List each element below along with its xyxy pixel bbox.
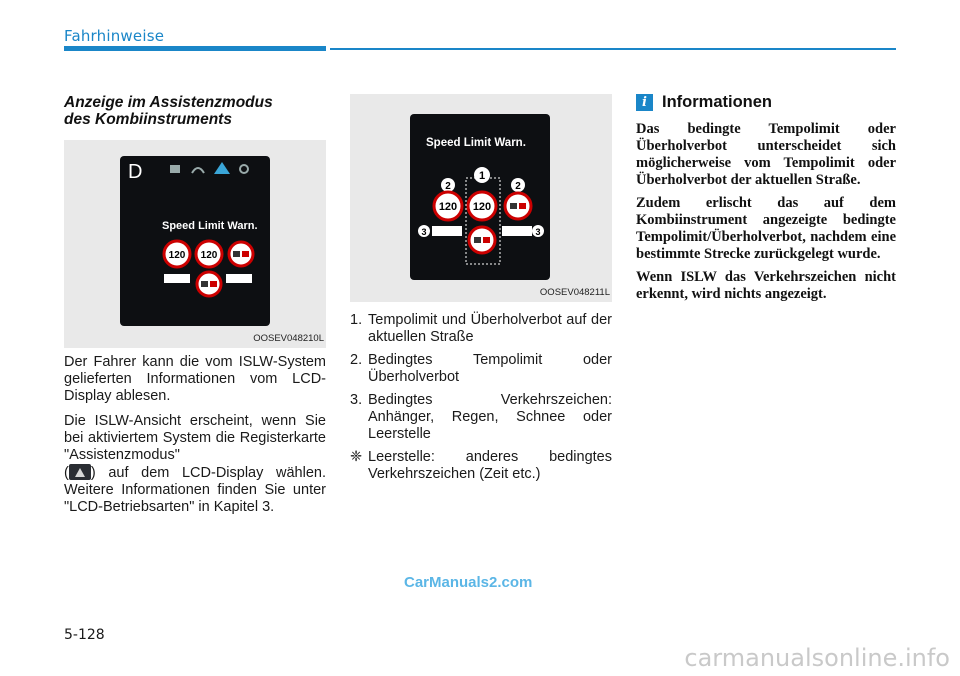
cluster-screen-detail-graphic (410, 114, 550, 280)
figure-caption: OOSEV048211L (539, 287, 610, 298)
snow-rain-supplementary-sign (164, 274, 190, 283)
trailer-supplementary-sign (502, 226, 532, 236)
mode-icon-1 (170, 165, 180, 173)
info-paragraph: Wenn ISLW das Verkehrszeichen nicht erkennt, wird nichts angezeigt. (636, 269, 896, 302)
trailer-supplementary-sign (226, 274, 252, 283)
gear-settings-icon (240, 165, 248, 173)
legend-list (350, 312, 612, 483)
paragraph-view-part-b: ( (64, 465, 69, 481)
marker-2b-label: 2 (515, 181, 521, 192)
list-item-text: Tempolimit und Überholverbot auf der aktuellen Straße (368, 312, 612, 345)
header-rule-thick (64, 46, 326, 51)
figure-caption: OOSEV048210L (253, 333, 324, 344)
current-no-overtaking-sign (469, 227, 495, 253)
heading-line-2: des Kombiinstruments (64, 111, 232, 128)
paragraph-view (64, 413, 326, 516)
list-item (350, 352, 612, 386)
list-item-number: 3. (350, 392, 363, 408)
speed-limit-value-2: 120 (200, 250, 218, 261)
info-icon: i (636, 94, 653, 111)
cluster-screen (120, 156, 270, 326)
assist-mode-tab-icon (69, 464, 91, 480)
marker-1-label: 1 (478, 170, 486, 182)
assist-mode-icon (214, 162, 230, 174)
gear-indicator: D (128, 161, 143, 183)
paragraph-view-part-c: ) auf dem LCD-Display wählen. Weitere Informationen finden Sie unter "LCD-Betriebsarten" in Kapitel 3. (64, 465, 326, 515)
list-item-text: Bedingtes Verkehrszeichen: Anhänger, Regen, Schnee oder Leerstelle (368, 392, 612, 442)
list-item-number: ❈ (350, 449, 363, 465)
speed-limit-value-1: 120 (168, 250, 186, 261)
figure-cluster-display (64, 140, 326, 348)
info-paragraph: Das bedingte Tempolimit oder Überholverbot unterscheidet sich möglicherweise vom Tempolimit oder Überholverbot der aktuellen Straße. (636, 121, 896, 188)
marker-2a-label: 2 (445, 181, 451, 192)
mode-icon-2 (192, 168, 204, 173)
list-item-text: Leerstelle: anderes bedingtes Verkehrszeichen (Zeit etc.) (368, 449, 612, 482)
screen-title: Speed Limit Warn. (162, 220, 258, 232)
footer-watermark: carmanualsonline.info (684, 644, 950, 672)
conditional-limit-value: 120 (438, 201, 458, 213)
figure-sign-layout (350, 94, 612, 302)
column-left (64, 94, 326, 516)
section-heading (64, 94, 326, 128)
list-item-text: Bedingtes Tempolimit oder Überholverbot (368, 352, 612, 385)
paragraph-intro: Der Fahrer kann die vom ISLW-System gelieferten Informationen vom LCD-Display ablesen. (64, 354, 326, 404)
no-overtaking-sign-1 (229, 242, 253, 266)
header-rule-thin (330, 48, 896, 50)
marker-3a-label: 3 (421, 227, 427, 237)
info-title: Informationen (662, 93, 772, 111)
section-title: Fahrhinweise (64, 27, 165, 45)
marker-3b-label: 3 (535, 227, 541, 237)
cluster-screen-detail (410, 114, 550, 280)
list-item-number: 2. (350, 352, 363, 368)
page-number: 5-128 (64, 627, 105, 643)
screen-title: Speed Limit Warn. (426, 137, 526, 149)
current-limit-value: 120 (472, 201, 492, 213)
list-item (350, 312, 612, 346)
info-header (636, 94, 896, 111)
list-item (350, 449, 612, 483)
paragraph-view-part-a: Die ISLW-Ansicht erscheint, wenn Sie bei aktiviertem System die Registerkarte "Assistenzmodus" (64, 413, 326, 463)
column-right (636, 94, 896, 309)
info-paragraph: Zudem erlischt das auf dem Kombiinstrument angezeigte bedingte Tempolimit/Überholverbot, nachdem eine bestimmte Strecke zurückgelegt wurde. (636, 195, 896, 262)
cluster-screen-graphic (120, 156, 270, 326)
weather-supplementary-sign (432, 226, 462, 236)
heading-line-1: Anzeige im Assistenzmodus (64, 94, 273, 111)
no-overtaking-sign-2 (197, 272, 221, 296)
list-item-number: 1. (350, 312, 363, 328)
conditional-no-overtaking-sign (505, 193, 531, 219)
list-item (350, 392, 612, 443)
watermark-link[interactable]: CarManuals2.com (404, 574, 533, 591)
column-middle (350, 94, 612, 489)
